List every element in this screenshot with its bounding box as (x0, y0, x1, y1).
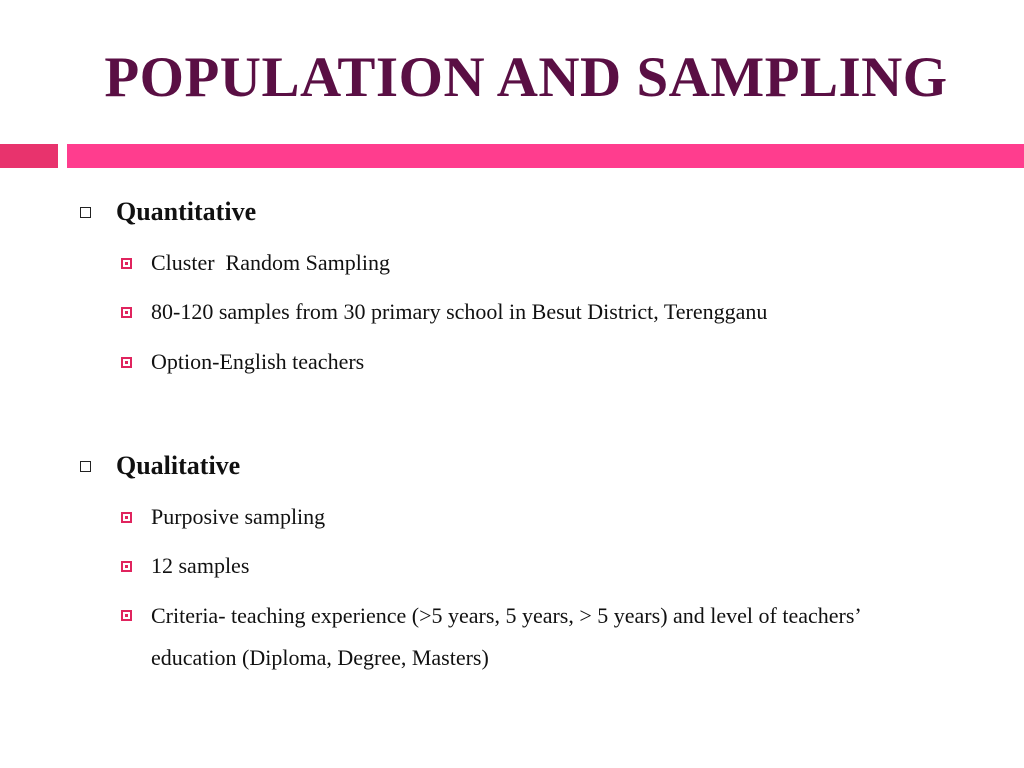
list-item-text: Purposive sampling (151, 504, 326, 529)
list-item-text: Criteria- teaching experience (>5 years, 5 years, > 5 years) and level of teachers’ education (Diploma, Degree, Masters) (151, 603, 861, 670)
list-item-text: 12 samples (151, 553, 250, 578)
list-item-text: Cluster Random Sampling (151, 250, 390, 275)
section-heading: Quantitative (116, 197, 257, 226)
pink-square-bullet-icon (121, 512, 132, 523)
list-item-text: Option-English teachers (151, 349, 365, 374)
pink-square-bullet-icon (121, 307, 132, 318)
pink-square-bullet-icon (121, 258, 132, 269)
pink-square-bullet-icon (121, 357, 132, 368)
hollow-square-bullet-icon (80, 207, 91, 218)
list-item-text: 80-120 samples from 30 primary school in Besut District, Terengganu (151, 299, 768, 324)
pink-square-bullet-icon (121, 610, 132, 621)
pink-square-bullet-icon (121, 561, 132, 572)
hollow-square-bullet-icon (80, 461, 91, 472)
section-heading: Qualitative (116, 451, 241, 480)
slide-title: POPULATION AND SAMPLING (104, 46, 948, 109)
